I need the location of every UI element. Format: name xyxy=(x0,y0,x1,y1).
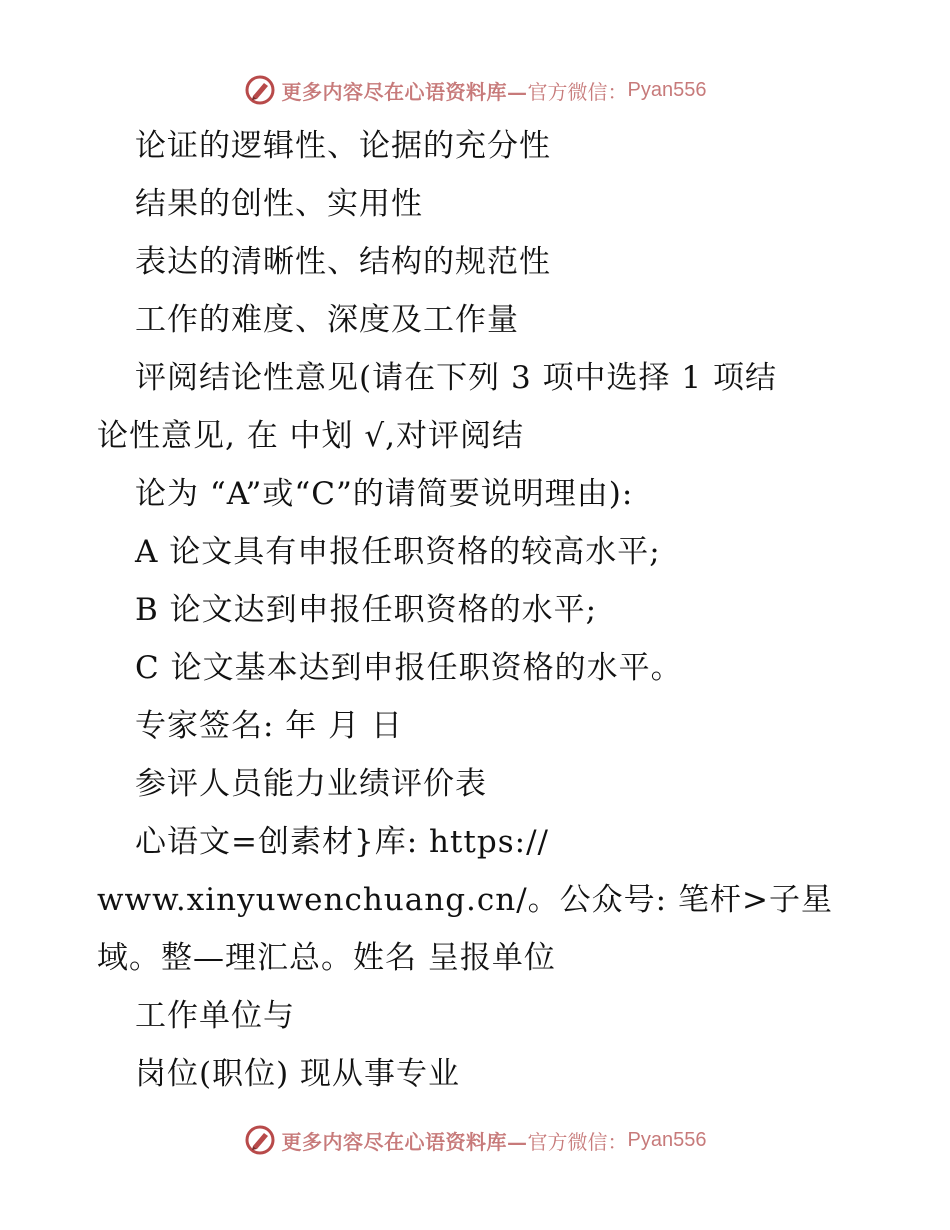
banner-wechat-label: 官方微信： xyxy=(527,79,628,104)
text-line: 表达的清晰性、结构的规范性 xyxy=(135,244,551,280)
text-line: B 论文达到申报任职资格的水平; xyxy=(135,592,598,628)
text-line: 工作单位与 xyxy=(135,998,295,1034)
text-line: 工作的难度、深度及工作量 xyxy=(135,302,519,338)
text-line: 结果的创性、实用性 xyxy=(135,186,423,222)
banner-wechat-label: 官方微信： xyxy=(527,1129,628,1154)
banner-text: 更多内容尽在心语资料库— xyxy=(281,1129,528,1154)
text-line: C 论文基本达到申报任职资格的水平。 xyxy=(135,650,683,686)
text-line: 参评人员能力业绩评价表 xyxy=(135,766,487,802)
text-line: 评阅结论性意见(请在下列 3 项中选择 1 项结 xyxy=(135,360,777,396)
text-line: 域。整—理汇总。姓名 呈报单位 xyxy=(97,940,556,976)
pen-logo-icon xyxy=(244,1124,276,1156)
pen-logo-icon xyxy=(244,74,276,106)
text-line: www.xinyuwenchuang.cn/。公众号: 笔杆>子星 xyxy=(97,882,833,918)
text-line: 岗位(职位) 现从事专业 xyxy=(135,1056,461,1092)
text-line: 论性意见, 在 中划 √,对评阅结 xyxy=(97,418,525,454)
footer-banner xyxy=(0,1120,950,1160)
text-line: 论证的逻辑性、论据的充分性 xyxy=(135,128,551,164)
banner-text: 更多内容尽在心语资料库— xyxy=(281,79,528,104)
text-line: 心语文=创素材}库: https:// xyxy=(135,824,549,860)
text-line: 论为 “A”或“C”的请简要说明理由): xyxy=(135,476,634,512)
banner-wechat-id: Pyan556 xyxy=(627,78,707,101)
text-line: 专家签名: 年 月 日 xyxy=(135,708,404,744)
header-banner xyxy=(0,70,950,110)
banner-wechat-id: Pyan556 xyxy=(627,1128,707,1151)
text-line: A 论文具有申报任职资格的较高水平; xyxy=(135,534,661,570)
